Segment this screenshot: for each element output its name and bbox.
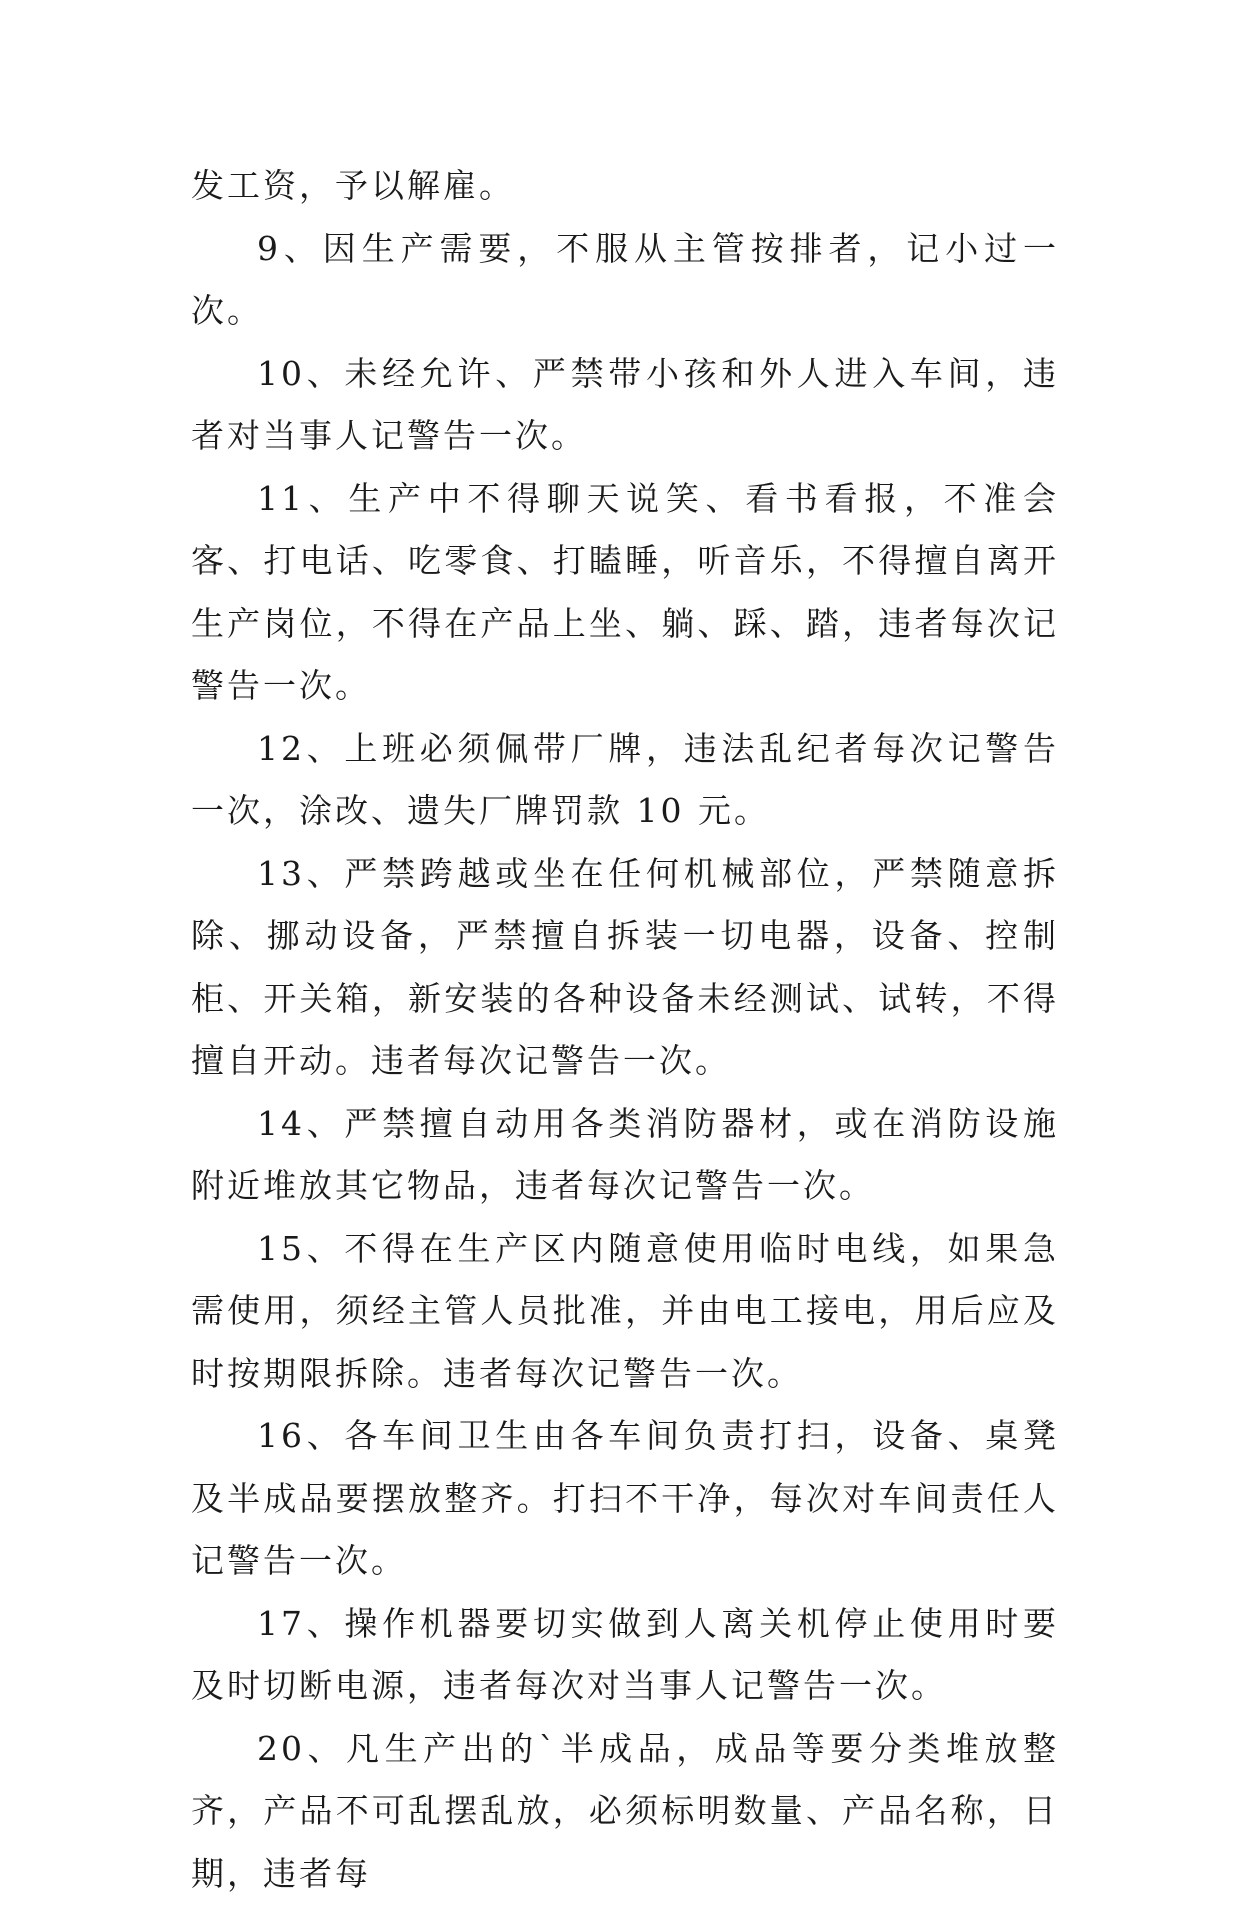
rule-16: 16、各车间卫生由各车间负责打扫，设备、桌凳及半成品要摆放整齐。打扫不干净，每次对车间责任人记警告一次。 xyxy=(191,1405,1059,1593)
rule-15: 15、不得在生产区内随意使用临时电线，如果急需使用，须经主管人员批准，并由电工接电，用后应及时按期限拆除。违者每次记警告一次。 xyxy=(191,1218,1059,1406)
rule-17: 17、操作机器要切实做到人离关机停止使用时要及时切断电源，违者每次对当事人记警告一次。 xyxy=(191,1593,1059,1718)
paragraph-continuation: 发工资，予以解雇。 xyxy=(191,155,1059,218)
rule-10: 10、未经允许、严禁带小孩和外人进入车间，违者对当事人记警告一次。 xyxy=(191,343,1059,468)
rule-12: 12、上班必须佩带厂牌，违法乱纪者每次记警告一次，涂改、遗失厂牌罚款 10 元。 xyxy=(191,718,1059,843)
document-body xyxy=(191,155,1059,1905)
rule-13: 13、严禁跨越或坐在任何机械部位，严禁随意拆除、挪动设备，严禁擅自拆装一切电器，设备、控制柜、开关箱，新安装的各种设备未经测试、试转，不得擅自开动。违者每次记警告一次。 xyxy=(191,843,1059,1093)
rule-14: 14、严禁擅自动用各类消防器材，或在消防设施附近堆放其它物品，违者每次记警告一次。 xyxy=(191,1093,1059,1218)
rule-20: 20、凡生产出的`半成品，成品等要分类堆放整齐，产品不可乱摆乱放，必须标明数量、产品名称，日期，违者每 xyxy=(191,1718,1059,1905)
rule-11: 11、生产中不得聊天说笑、看书看报，不准会客、打电话、吃零食、打瞌睡，听音乐，不得擅自离开生产岗位，不得在产品上坐、躺、踩、踏，违者每次记警告一次。 xyxy=(191,468,1059,718)
rule-9: 9、因生产需要，不服从主管按排者，记小过一次。 xyxy=(191,218,1059,343)
